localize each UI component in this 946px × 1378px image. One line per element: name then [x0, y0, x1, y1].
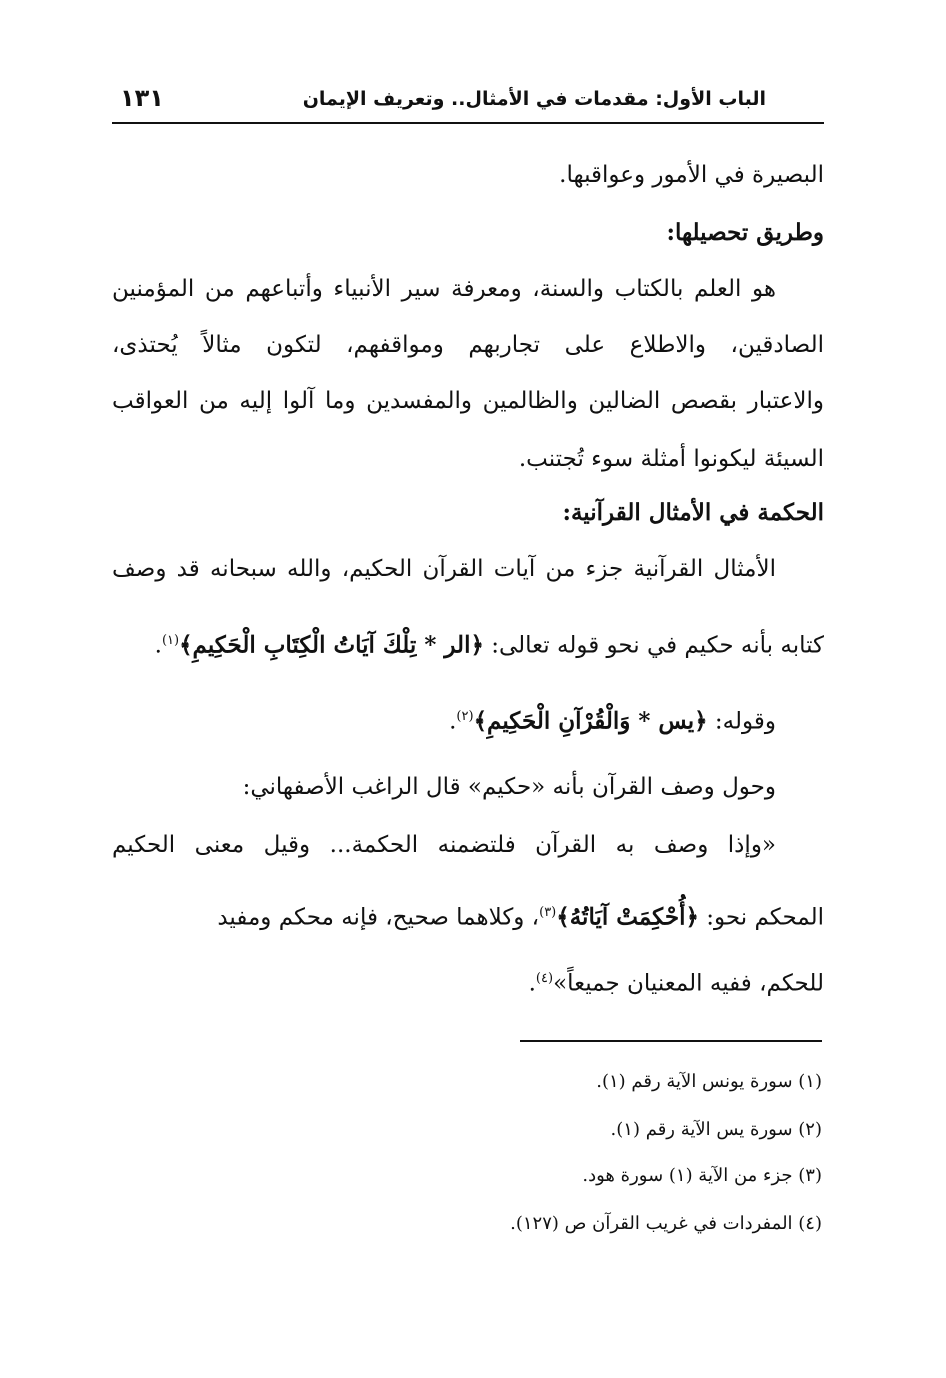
body-line-10: «وإذا وصف به القرآن فلتضمنه الحكمة... وقيل معنى الحكيم: [112, 832, 776, 858]
body-line-8-end: .: [449, 708, 457, 735]
quran-verse-yasin: ﴿يس * وَالْقُرْآنِ الْحَكِيمِ﴾: [473, 707, 708, 735]
chapter-title: الباب الأول: مقدمات في الأمثال.. وتعريف الإيمان: [302, 88, 766, 110]
body-line-12-text: للحكم، ففيه المعنيان جميعاً»: [553, 970, 824, 997]
footnote-3: (٣) جزء من الآية (١) سورة هود.: [582, 1165, 822, 1186]
body-line-7: [112, 624, 824, 663]
body-line-2: هو العلم بالكتاب والسنة، ومعرفة سير الأنبياء وأتباعهم من المؤمنين: [112, 276, 776, 302]
body-line-11-text: المحكم نحو:: [698, 904, 824, 931]
footnote-ref-4: (٤): [535, 971, 554, 986]
footnote-2: (٢) سورة يس الآية رقم (١).: [610, 1119, 822, 1140]
body-line-12-end: .: [528, 970, 536, 997]
footnote-ref-1: (١): [161, 633, 180, 648]
body-line-4: والاعتبار بقصص الضالين والظالمين والمفسدين وما آلوا إليه من العواقب: [112, 388, 824, 414]
footnote-divider: [520, 1040, 822, 1042]
body-line-11-tail: ، وكلاهما صحيح، فإنه محكم ومفيد: [217, 904, 540, 931]
body-line-5: السيئة ليكونوا أمثلة سوء تُجتنب.: [518, 446, 824, 472]
body-line-7-end: .: [154, 632, 162, 659]
body-line-6: الأمثال القرآنية جزء من آيات القرآن الحكيم، والله سبحانه قد وصف: [112, 556, 776, 582]
quran-verse-yunus: ﴿الر * تِلْكَ آيَاتُ الْكِتَابِ الْحَكِيمِ﴾: [179, 631, 484, 659]
footnote-ref-3: (٣): [539, 905, 557, 920]
body-line-11: [112, 896, 824, 935]
footnote-1: (١) سورة يونس الآية رقم (١).: [596, 1071, 822, 1092]
page-number: ١٣١: [120, 84, 164, 112]
section-heading-method: وطريق تحصيلها:: [666, 219, 824, 246]
footnote-ref-2: (٢): [456, 709, 474, 724]
running-header: [112, 84, 824, 124]
quran-verse-hud: ﴿أُحْكِمَتْ آيَاتُهُ﴾: [556, 903, 699, 931]
body-line-1: البصيرة في الأمور وعواقبها.: [559, 162, 824, 188]
body-line-8: [112, 700, 824, 739]
body-line-7-text: كتابه بأنه حكيم في نحو قوله تعالى:: [483, 632, 824, 659]
body-line-12: [112, 962, 824, 1001]
body-line-8-text: وقوله:: [707, 708, 776, 735]
body-line-9: وحول وصف القرآن بأنه «حكيم» قال الراغب الأصفهاني:: [242, 774, 776, 800]
body-line-3: الصادقين، والاطلاع على تجاربهم ومواقفهم، لتكون مثالاً يُحتذى،: [112, 332, 824, 358]
section-heading-wisdom: الحكمة في الأمثال القرآنية:: [562, 499, 824, 526]
footnote-4: (٤) المفردات في غريب القرآن ص (١٢٧).: [510, 1213, 822, 1234]
